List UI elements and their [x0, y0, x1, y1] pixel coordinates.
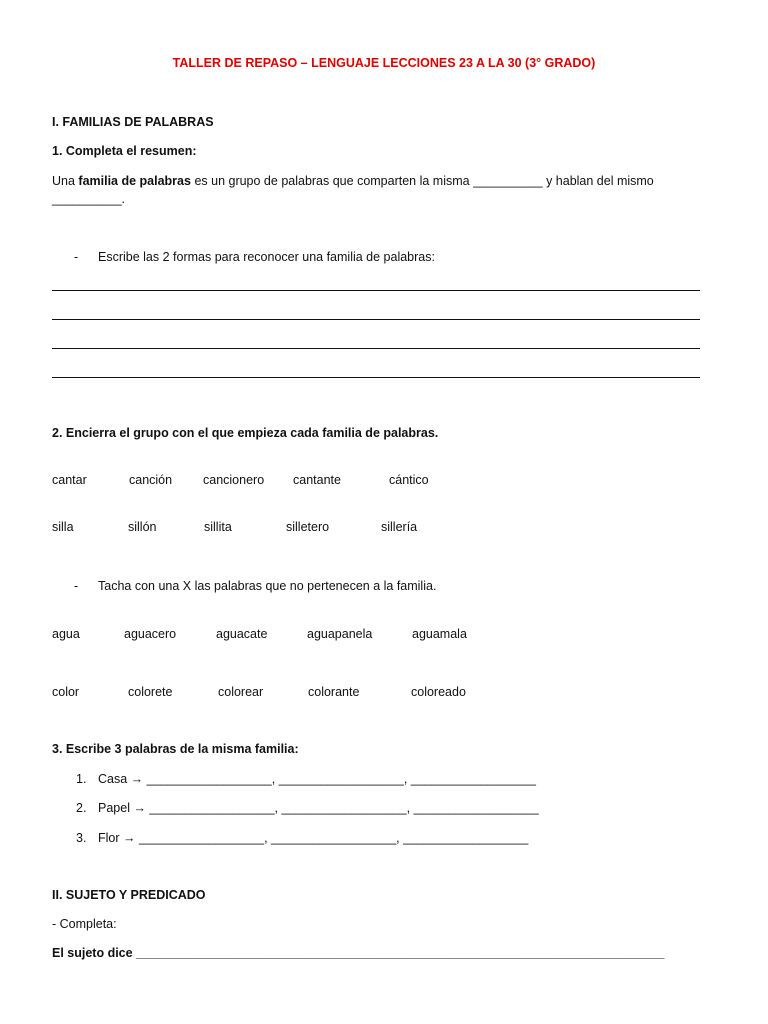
word-item[interactable]: aguapanela: [307, 627, 373, 641]
section-heading-sujeto: II. SUJETO Y PREDICADO: [52, 888, 206, 902]
list-item-number: 3.: [76, 831, 87, 845]
word-item[interactable]: aguacate: [216, 627, 268, 641]
question-2-heading: 2. Encierra el grupo con el que empieza cada familia de palabras.: [52, 426, 439, 440]
word-item[interactable]: cantar: [52, 473, 87, 487]
list-item-number: 2.: [76, 801, 87, 815]
word-item[interactable]: agua: [52, 627, 80, 641]
answer-line[interactable]: [52, 290, 700, 291]
word-item[interactable]: aguacero: [124, 627, 177, 641]
answer-line[interactable]: [52, 348, 700, 349]
summary-text-mid: es un grupo de palabras que comparten la misma __________ y hablan del mismo: [190, 174, 654, 188]
word-item[interactable]: cantante: [293, 473, 341, 487]
word-item[interactable]: sillería: [381, 520, 418, 534]
document-title: TALLER DE REPASO – LENGUAJE LECCIONES 23 A LA 30 (3° GRADO): [172, 56, 596, 70]
word-item[interactable]: cancionero: [203, 473, 265, 487]
word-item[interactable]: sillita: [204, 520, 232, 534]
word-item[interactable]: coloreado: [411, 685, 466, 699]
question-1-heading: 1. Completa el resumen:: [52, 144, 197, 158]
word-item[interactable]: aguamala: [412, 627, 467, 641]
list-item-text[interactable]: Papel → __________________, __________________, __________________: [98, 801, 539, 815]
word-item[interactable]: color: [52, 685, 80, 699]
summary-text-pre: Una: [52, 174, 79, 188]
word-item[interactable]: canción: [129, 473, 173, 487]
word-item[interactable]: silla: [52, 520, 74, 534]
section-heading-familias: I. FAMILIAS DE PALABRAS: [52, 115, 214, 129]
question-3-heading: 3. Escribe 3 palabras de la misma familia:: [52, 742, 299, 756]
summary-sentence: [52, 174, 654, 188]
summary-sentence-line2: __________.: [52, 192, 125, 206]
instruction-tacha: Tacha con una X las palabras que no pertenecen a la familia.: [98, 579, 437, 593]
answer-line[interactable]: [52, 319, 700, 320]
list-item-text[interactable]: Flor → __________________, __________________, __________________: [98, 831, 529, 845]
word-item[interactable]: silletero: [286, 520, 330, 534]
word-item[interactable]: colorante: [308, 685, 360, 699]
word-item[interactable]: sillón: [128, 520, 157, 534]
sujeto-blank[interactable]: ____________________________________________________________________________: [136, 946, 665, 960]
word-item[interactable]: colorear: [218, 685, 264, 699]
bullet-dash: -: [74, 250, 79, 264]
instruction-completa: - Completa:: [52, 917, 117, 931]
sujeto-label: El sujeto dice: [52, 946, 137, 960]
summary-text-bold: familia de palabras: [78, 174, 191, 188]
answer-line[interactable]: [52, 377, 700, 378]
instruction-reconocer: Escribe las 2 formas para reconocer una familia de palabras:: [98, 250, 435, 264]
bullet-dash: -: [74, 579, 79, 593]
list-item-number: 1.: [76, 772, 87, 786]
list-item-text[interactable]: Casa → __________________, __________________, __________________: [98, 772, 536, 786]
word-item[interactable]: cántico: [389, 473, 429, 487]
sujeto-sentence: [52, 946, 664, 960]
word-item[interactable]: colorete: [128, 685, 173, 699]
